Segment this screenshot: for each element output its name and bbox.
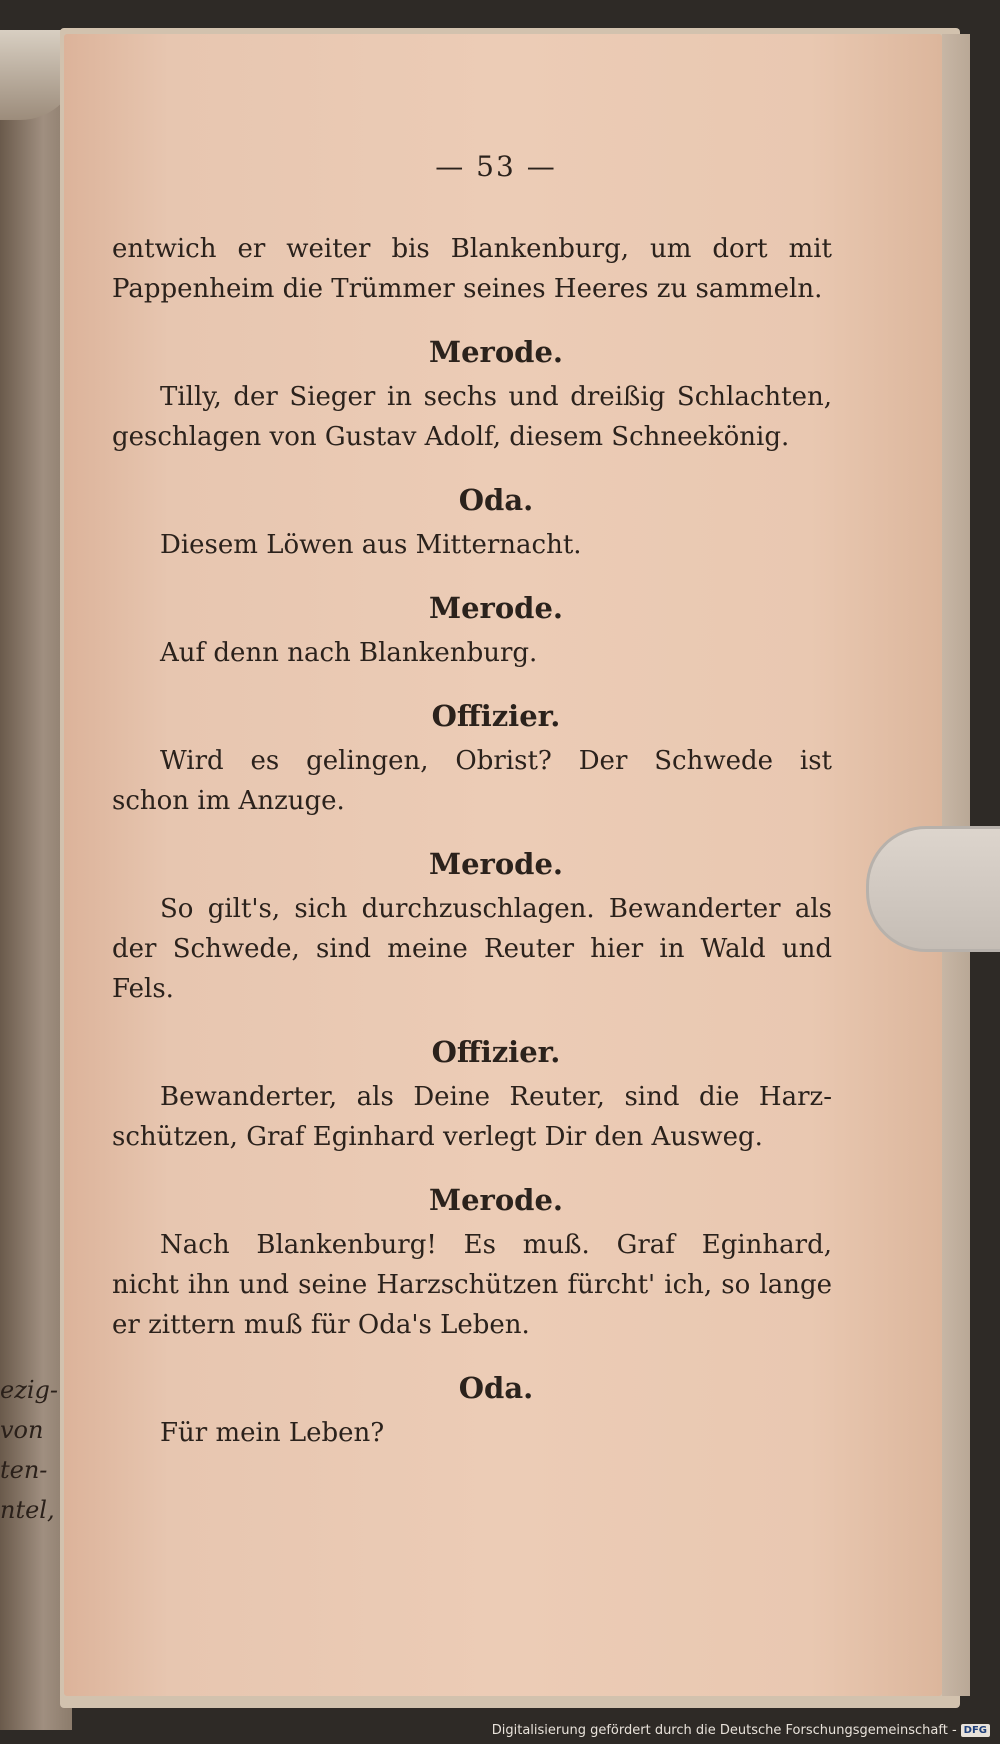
credit-text: Digitalisierung gefördert durch die Deutsche Forschungsgemeinschaft -	[491, 1723, 957, 1738]
text-line: Fels.	[112, 974, 174, 1004]
margin-fragment: ntel,	[0, 1496, 55, 1524]
text-line: Für mein Leben?	[160, 1418, 385, 1448]
dfg-logo: DFG	[961, 1724, 990, 1737]
text-line: schon im Anzuge.	[112, 786, 345, 816]
speaker-name: Oda.	[458, 483, 534, 517]
digitization-credit	[492, 1723, 990, 1738]
speaker-name: Merode.	[429, 1183, 563, 1217]
text-line: So gilt's, sich durchzuschlagen. Bewanderter als	[160, 894, 832, 924]
speaker-name: Merode.	[429, 335, 563, 369]
bookmark-tab	[866, 826, 1000, 952]
text-line: der Schwede, sind meine Reuter hier in Wald und	[112, 934, 832, 964]
text-line: Tilly, der Sieger in sechs und dreißig Schlachten,	[160, 382, 832, 412]
text-line: er zittern muß für Oda's Leben.	[112, 1310, 530, 1340]
speaker-name: Oda.	[458, 1371, 534, 1405]
text-line: Diesem Löwen aus Mitternacht.	[160, 530, 582, 560]
adjacent-page-text	[0, 1370, 58, 1530]
text-line: entwich er weiter bis Blankenburg, um dort mit	[112, 234, 832, 264]
text-line: Auf denn nach Blankenburg.	[160, 638, 538, 668]
margin-fragment: ezig-	[0, 1376, 58, 1404]
page-number: — 53 —	[435, 150, 557, 183]
text-line: Bewanderter, als Deine Reuter, sind die Harz-	[160, 1082, 832, 1112]
text-line: Nach Blankenburg! Es muß. Graf Eginhard,	[160, 1230, 832, 1260]
speaker-name: Offizier.	[431, 699, 561, 733]
speaker-name: Merode.	[429, 591, 563, 625]
text-line: nicht ihn und seine Harzschützen fürcht' ich, so lange	[112, 1270, 832, 1300]
text-line: geschlagen von Gustav Adolf, diesem Schneekönig.	[112, 422, 790, 452]
page-content	[112, 150, 832, 1453]
text-line: Wird es gelingen, Obrist? Der Schwede ist	[160, 746, 832, 776]
text-line: Pappenheim die Trümmer seines Heeres zu sammeln.	[112, 274, 823, 304]
margin-fragment: von	[0, 1416, 44, 1444]
margin-fragment: ten-	[0, 1456, 48, 1484]
speaker-name: Merode.	[429, 847, 563, 881]
speaker-name: Offizier.	[431, 1035, 561, 1069]
text-line: schützen, Graf Eginhard verlegt Dir den Ausweg.	[112, 1122, 763, 1152]
